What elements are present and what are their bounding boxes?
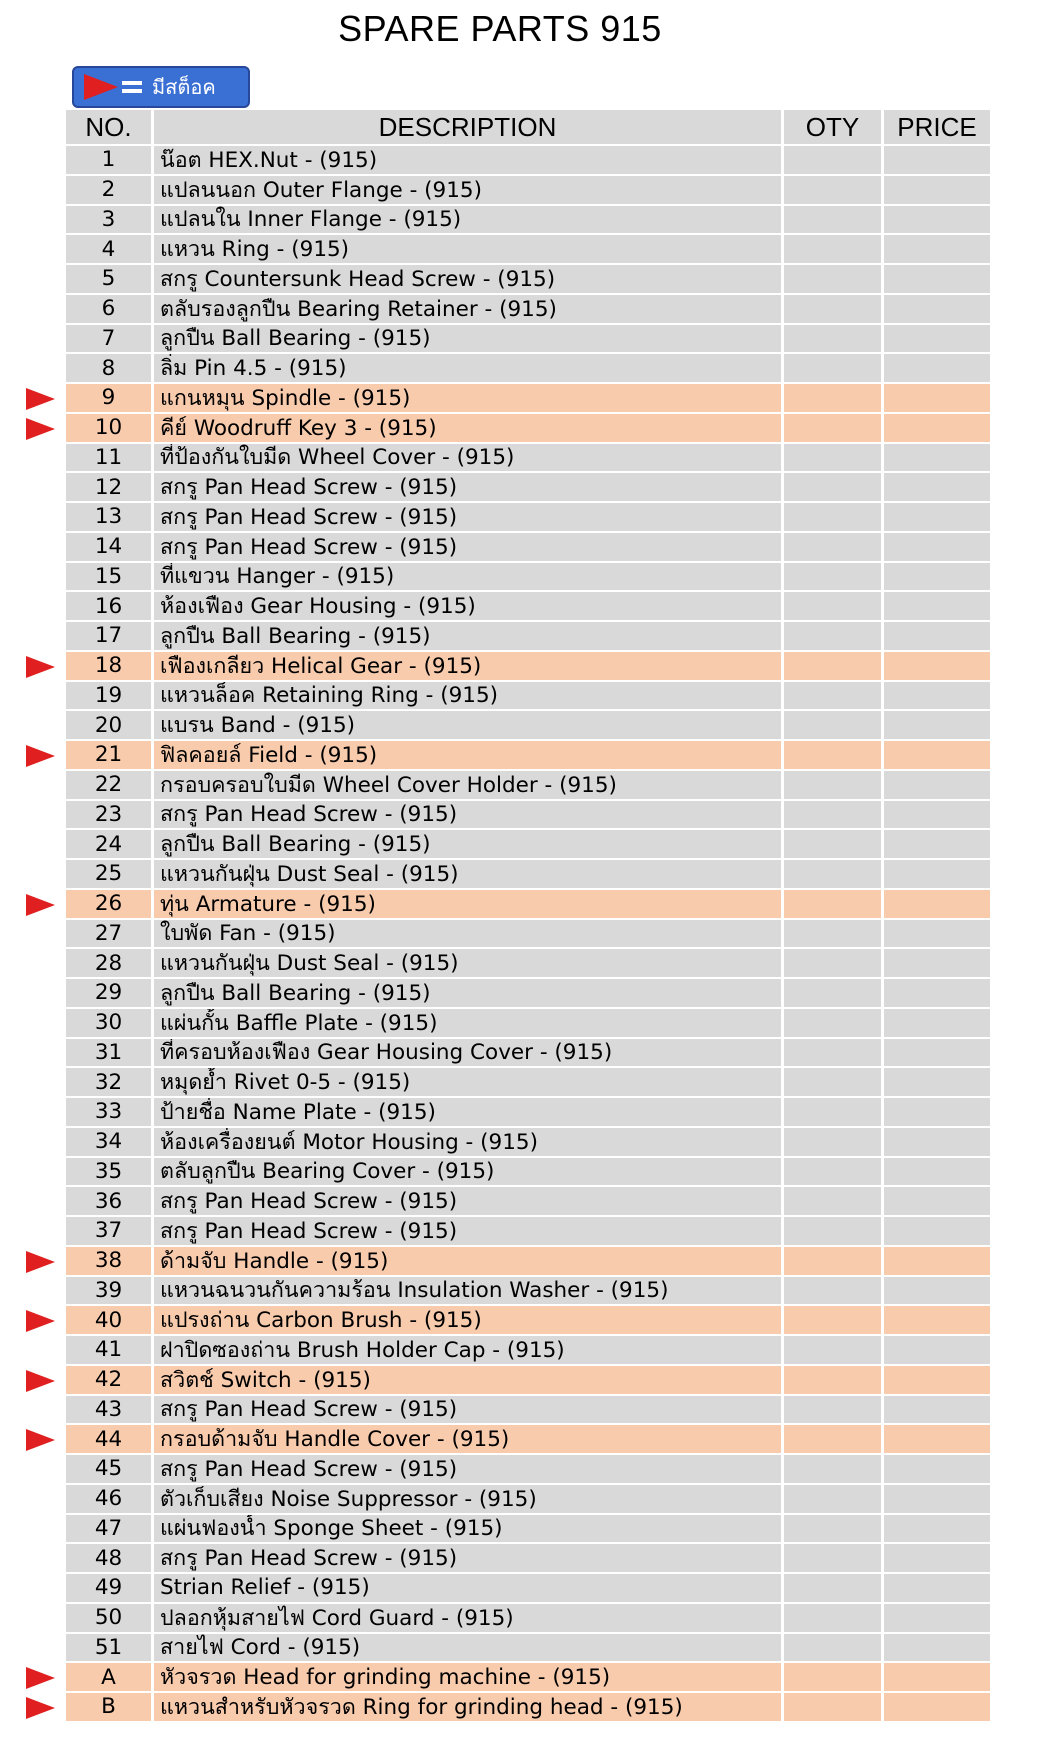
part-price [884,1098,990,1128]
part-qty [784,979,884,1009]
part-price [884,1485,990,1515]
part-description: สกรู Pan Head Screw - (915) [154,1187,784,1217]
part-number: 20 [66,711,154,741]
part-number: 40 [66,1306,154,1336]
part-description: แหวนกันฝุ่น Dust Seal - (915) [154,860,784,890]
part-qty [784,890,884,920]
part-qty [784,1396,884,1426]
part-qty [784,771,884,801]
part-number: 18 [66,652,154,682]
table-row [66,265,990,295]
part-qty [784,1425,884,1455]
table-row [66,830,990,860]
part-qty [784,146,884,176]
part-description: แหวนกันฝุ่น Dust Seal - (915) [154,949,784,979]
part-price [884,1306,990,1336]
part-qty [784,1455,884,1485]
part-description: แหวนล็อค Retaining Ring - (915) [154,682,784,712]
table-row [66,741,990,771]
part-price [884,1515,990,1545]
table-row [66,1455,990,1485]
column-header-price: PRICE [884,110,990,146]
table-row [66,771,990,801]
part-qty [784,1485,884,1515]
red-triangle-icon [26,418,55,440]
part-description: หัวจรวด Head for grinding machine - (915) [154,1663,784,1693]
part-description: ฝาปิดซองถ่าน Brush Holder Cap - (915) [154,1336,784,1366]
red-triangle-icon [26,1429,55,1451]
part-qty [784,1187,884,1217]
table-row [66,860,990,890]
red-triangle-icon [26,1697,55,1719]
part-price [884,920,990,950]
table-row [66,711,990,741]
part-description: แผ่นกั้น Baffle Plate - (915) [154,1009,784,1039]
part-number: 5 [66,265,154,295]
red-triangle-icon [84,74,118,100]
table-row [66,1247,990,1277]
part-description: เฟืองเกลียว Helical Gear - (915) [154,652,784,682]
part-number: 48 [66,1544,154,1574]
table-row [66,563,990,593]
part-description: ที่ครอบห้องเฟือง Gear Housing Cover - (915) [154,1039,784,1069]
table-row [66,1425,990,1455]
part-description: หมุดย้ำ Rivet 0-5 - (915) [154,1068,784,1098]
part-qty [784,206,884,236]
part-price [884,1247,990,1277]
part-qty [784,1247,884,1277]
part-description: ที่แขวน Hanger - (915) [154,563,784,593]
part-number: 29 [66,979,154,1009]
part-number: 51 [66,1634,154,1664]
part-price [884,1604,990,1634]
red-triangle-icon [26,1310,55,1332]
part-price [884,801,990,831]
part-qty [784,1068,884,1098]
part-number: A [66,1663,154,1693]
part-qty [784,1574,884,1604]
part-price [884,1455,990,1485]
part-description: แปลนนอก Outer Flange - (915) [154,176,784,206]
part-number: 32 [66,1068,154,1098]
table-row [66,1217,990,1247]
part-price [884,325,990,355]
table-row [66,1544,990,1574]
part-number: 27 [66,920,154,950]
part-description: สกรู Pan Head Screw - (915) [154,503,784,533]
part-price [884,1425,990,1455]
table-row [66,1098,990,1128]
part-number: 21 [66,741,154,771]
part-qty [784,920,884,950]
table-row [66,146,990,176]
table-row [66,1158,990,1188]
part-qty [784,325,884,355]
table-row [66,1634,990,1664]
part-number: 19 [66,682,154,712]
part-qty [784,473,884,503]
part-description: สายไฟ Cord - (915) [154,1634,784,1664]
part-description: แกนหมุน Spindle - (915) [154,384,784,414]
part-price [884,384,990,414]
part-description: แหวนฉนวนกันความร้อน Insulation Washer - (915) [154,1277,784,1307]
part-qty [784,592,884,622]
part-description: ตัวเก็บเสียง Noise Suppressor - (915) [154,1485,784,1515]
part-number: 11 [66,444,154,474]
table-row [66,1336,990,1366]
part-number: 31 [66,1039,154,1069]
part-price [884,1544,990,1574]
part-price [884,622,990,652]
legend-label: มีสต็อค [152,75,216,99]
part-description: สวิตช์ Switch - (915) [154,1366,784,1396]
part-number: 17 [66,622,154,652]
part-number: 28 [66,949,154,979]
part-number: 35 [66,1158,154,1188]
part-description: แหวน Ring - (915) [154,235,784,265]
red-triangle-icon [26,1667,55,1689]
part-description: ลูกปืน Ball Bearing - (915) [154,979,784,1009]
table-row [66,1187,990,1217]
part-number: 46 [66,1485,154,1515]
part-number: 36 [66,1187,154,1217]
part-description: แบรน Band - (915) [154,711,784,741]
part-price [884,592,990,622]
table-row [66,1128,990,1158]
part-price [884,533,990,563]
part-description: ลิ่ม Pin 4.5 - (915) [154,354,784,384]
part-price [884,1574,990,1604]
part-qty [784,1158,884,1188]
part-description: สกรู Pan Head Screw - (915) [154,1455,784,1485]
red-triangle-icon [26,1370,55,1392]
part-price [884,235,990,265]
table-row [66,1574,990,1604]
part-description: ลูกปืน Ball Bearing - (915) [154,325,784,355]
part-price [884,860,990,890]
part-description: Strian Relief - (915) [154,1574,784,1604]
table-row [66,1306,990,1336]
part-price [884,1187,990,1217]
table-row [66,354,990,384]
part-price [884,1634,990,1664]
part-description: ทุ่น Armature - (915) [154,890,784,920]
part-qty [784,265,884,295]
part-description: แปรงถ่าน Carbon Brush - (915) [154,1306,784,1336]
part-price [884,771,990,801]
part-price [884,473,990,503]
part-description: ห้องเครื่องยนต์ Motor Housing - (915) [154,1128,784,1158]
part-number: 39 [66,1277,154,1307]
table-row [66,949,990,979]
part-number: 16 [66,592,154,622]
part-price [884,1128,990,1158]
part-description: สกรู Pan Head Screw - (915) [154,1396,784,1426]
part-number: 24 [66,830,154,860]
part-description: สกรู Pan Head Screw - (915) [154,801,784,831]
part-qty [784,682,884,712]
part-description: แปลนใน Inner Flange - (915) [154,206,784,236]
part-number: 12 [66,473,154,503]
part-price [884,1217,990,1247]
part-price [884,1336,990,1366]
part-number: 30 [66,1009,154,1039]
part-number: 42 [66,1366,154,1396]
table-row [66,503,990,533]
table-row [66,414,990,444]
part-qty [784,176,884,206]
table-row [66,1693,990,1723]
part-description: ฟิลคอยล์ Field - (915) [154,741,784,771]
part-number: 38 [66,1247,154,1277]
part-qty [784,444,884,474]
part-number: 3 [66,206,154,236]
part-qty [784,622,884,652]
part-number: 25 [66,860,154,890]
part-number: 41 [66,1336,154,1366]
part-number: 50 [66,1604,154,1634]
table-row [66,325,990,355]
table-row [66,920,990,950]
part-number: 6 [66,295,154,325]
part-description: ห้องเฟือง Gear Housing - (915) [154,592,784,622]
part-qty [784,1366,884,1396]
part-number: 49 [66,1574,154,1604]
part-description: คีย์ Woodruff Key 3 - (915) [154,414,784,444]
part-price [884,146,990,176]
part-price [884,206,990,236]
table-row [66,444,990,474]
part-qty [784,414,884,444]
part-number: 37 [66,1217,154,1247]
part-price [884,949,990,979]
column-header-description: DESCRIPTION [154,110,784,146]
part-number: 45 [66,1455,154,1485]
table-row [66,473,990,503]
part-qty [784,652,884,682]
part-qty [784,1009,884,1039]
red-triangle-icon [26,1251,55,1273]
table-row [66,1396,990,1426]
part-number: 26 [66,890,154,920]
part-qty [784,384,884,414]
table-row [66,1663,990,1693]
part-price [884,1693,990,1723]
part-price [884,295,990,325]
part-description: ป้ายชื่อ Name Plate - (915) [154,1098,784,1128]
part-number: 7 [66,325,154,355]
part-description: แผ่นฟองน้ำ Sponge Sheet - (915) [154,1515,784,1545]
table-row [66,235,990,265]
part-qty [784,563,884,593]
table-row [66,652,990,682]
part-qty [784,1217,884,1247]
part-qty [784,295,884,325]
part-qty [784,354,884,384]
part-number: 8 [66,354,154,384]
part-description: สกรู Pan Head Screw - (915) [154,1217,784,1247]
red-triangle-icon [26,656,55,678]
part-qty [784,1336,884,1366]
part-price [884,354,990,384]
part-price [884,414,990,444]
part-price [884,830,990,860]
part-description: น๊อต HEX.Nut - (915) [154,146,784,176]
part-price [884,1009,990,1039]
part-description: สกรู Pan Head Screw - (915) [154,473,784,503]
stock-legend [72,66,250,108]
table-row [66,682,990,712]
equals-icon [122,81,142,93]
table-row [66,206,990,236]
part-number: 2 [66,176,154,206]
part-price [884,1663,990,1693]
table-row [66,890,990,920]
part-price [884,890,990,920]
part-price [884,711,990,741]
part-description: ปลอกหุ้มสายไฟ Cord Guard - (915) [154,1604,784,1634]
table-row [66,801,990,831]
part-qty [784,503,884,533]
table-row [66,295,990,325]
part-number: 23 [66,801,154,831]
part-number: 22 [66,771,154,801]
table-row [66,979,990,1009]
part-number: 9 [66,384,154,414]
column-header-qty: OTY [784,110,884,146]
part-number: 34 [66,1128,154,1158]
part-price [884,1277,990,1307]
table-header [66,110,990,146]
part-price [884,1039,990,1069]
table-row [66,592,990,622]
part-number: 33 [66,1098,154,1128]
part-qty [784,1277,884,1307]
part-price [884,503,990,533]
column-header-no: NO. [66,110,154,146]
part-qty [784,1663,884,1693]
red-triangle-icon [26,894,55,916]
part-description: ที่ป้องกันใบมีด Wheel Cover - (915) [154,444,784,474]
part-number: 44 [66,1425,154,1455]
red-triangle-icon [26,745,55,767]
parts-table [66,110,990,1723]
part-number: B [66,1693,154,1723]
part-number: 14 [66,533,154,563]
table-row [66,1277,990,1307]
part-description: ใบพัด Fan - (915) [154,920,784,950]
part-number: 13 [66,503,154,533]
table-row [66,622,990,652]
part-price [884,741,990,771]
part-qty [784,1544,884,1574]
part-qty [784,741,884,771]
part-number: 47 [66,1515,154,1545]
part-description: สกรู Pan Head Screw - (915) [154,1544,784,1574]
table-row [66,1515,990,1545]
part-price [884,682,990,712]
table-row [66,1009,990,1039]
part-qty [784,949,884,979]
part-description: กรอบครอบใบมีด Wheel Cover Holder - (915) [154,771,784,801]
part-number: 10 [66,414,154,444]
part-qty [784,801,884,831]
part-qty [784,830,884,860]
part-description: ลูกปืน Ball Bearing - (915) [154,830,784,860]
part-price [884,979,990,1009]
part-price [884,265,990,295]
part-price [884,176,990,206]
part-price [884,1396,990,1426]
part-price [884,1366,990,1396]
part-qty [784,1306,884,1336]
part-qty [784,1693,884,1723]
part-qty [784,235,884,265]
part-description: แหวนสำหรับหัวจรวด Ring for grinding head - (915) [154,1693,784,1723]
part-description: ลูกปืน Ball Bearing - (915) [154,622,784,652]
part-description: กรอบด้ามจับ Handle Cover - (915) [154,1425,784,1455]
table-row [66,1068,990,1098]
table-row [66,176,990,206]
table-row [66,1604,990,1634]
part-price [884,563,990,593]
part-number: 15 [66,563,154,593]
part-qty [784,1098,884,1128]
part-qty [784,533,884,563]
part-qty [784,1128,884,1158]
table-row [66,1039,990,1069]
part-qty [784,1604,884,1634]
part-price [884,1068,990,1098]
part-price [884,652,990,682]
part-description: ตลับลูกปืน Bearing Cover - (915) [154,1158,784,1188]
table-row [66,1366,990,1396]
part-description: ด้ามจับ Handle - (915) [154,1247,784,1277]
part-qty [784,1515,884,1545]
part-number: 43 [66,1396,154,1426]
part-description: สกรู Countersunk Head Screw - (915) [154,265,784,295]
part-price [884,444,990,474]
part-description: ตลับรองลูกปืน Bearing Retainer - (915) [154,295,784,325]
part-qty [784,1039,884,1069]
part-description: สกรู Pan Head Screw - (915) [154,533,784,563]
part-number: 1 [66,146,154,176]
part-qty [784,1634,884,1664]
part-qty [784,860,884,890]
page-title: SPARE PARTS 915 [338,8,662,49]
part-number: 4 [66,235,154,265]
table-row [66,533,990,563]
red-triangle-icon [26,388,55,410]
part-price [884,1158,990,1188]
table-row [66,1485,990,1515]
table-row [66,384,990,414]
part-qty [784,711,884,741]
